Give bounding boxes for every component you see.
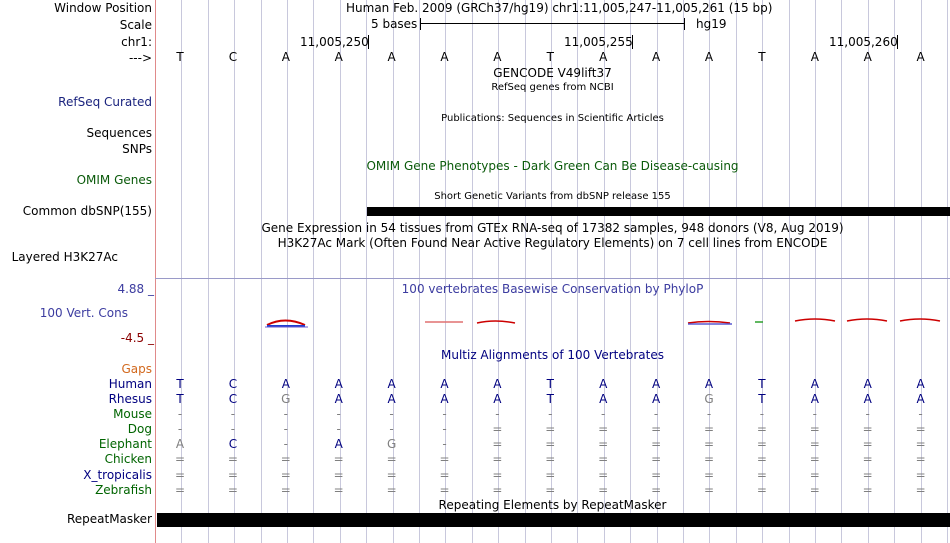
gencode-track-title[interactable]: GENCODE V49lift37 — [493, 66, 612, 80]
reference-base: A — [440, 50, 449, 64]
reference-base: A — [281, 50, 290, 64]
alignment-base: = — [545, 483, 556, 497]
scale-text: 5 bases — [371, 17, 418, 31]
alignment-base: A — [810, 392, 819, 406]
alignment-base: = — [439, 452, 450, 466]
alignment-base: = — [545, 437, 556, 451]
alignment-base: = — [703, 452, 715, 466]
alignment-base: = — [598, 468, 609, 482]
alignment-base: = — [386, 483, 397, 497]
reference-base: A — [493, 50, 502, 64]
alignment-base: C — [228, 392, 238, 406]
reference-base: A — [599, 50, 608, 64]
alignment-base: T — [546, 377, 554, 391]
strand-label: ---> — [128, 51, 152, 65]
reference-base: A — [651, 50, 661, 64]
alignment-base: - — [230, 422, 236, 436]
alignment-base: G — [386, 437, 397, 451]
alignment-base: = — [862, 452, 873, 466]
species-label[interactable]: Human — [108, 377, 152, 391]
sequences-track-label[interactable]: Sequences — [86, 126, 152, 140]
alignment-base: = — [756, 422, 767, 436]
alignment-base: A — [440, 377, 449, 391]
reference-base: T — [546, 50, 554, 64]
alignment-base: A — [810, 377, 819, 391]
alignment-base: A — [863, 392, 872, 406]
alignment-base: = — [915, 422, 926, 436]
alignment-base: = — [756, 468, 767, 482]
alignment-base: = — [280, 483, 291, 497]
dbsnp-variant-bar[interactable] — [367, 207, 950, 216]
alignment-base: = — [280, 468, 291, 482]
phylop-min-value: -4.5 _ — [120, 331, 154, 345]
alignment-base: - — [442, 437, 447, 451]
reference-base: A — [863, 50, 872, 64]
alignment-base: = — [333, 468, 344, 482]
alignment-base: T — [176, 392, 184, 406]
alignment-base: A — [387, 392, 396, 406]
multiz-track-title[interactable]: Multiz Alignments of 100 Vertebrates — [440, 348, 665, 362]
alignment-base: = — [492, 452, 503, 466]
phylop-max-value: 4.88 _ — [117, 282, 154, 296]
reference-base: A — [810, 50, 819, 64]
alignment-base: - — [706, 407, 712, 421]
alignment-base: = — [915, 437, 926, 451]
alignment-base: - — [548, 407, 553, 421]
ruler-tick — [632, 35, 633, 49]
phylop-graph — [155, 310, 950, 335]
dbsnp-track-label[interactable]: Common dbSNP(155) — [22, 204, 152, 218]
window-position-label: Window Position — [54, 1, 152, 15]
alignment-base: = — [280, 452, 291, 466]
alignment-base: - — [812, 407, 817, 421]
alignment-base: = — [862, 468, 873, 482]
ruler-tick — [897, 35, 898, 49]
reference-base: A — [916, 50, 925, 64]
refseq-track-subtitle: RefSeq genes from NCBI — [491, 82, 614, 93]
alignment-base: - — [442, 422, 447, 436]
alignment-base: = — [651, 422, 662, 436]
alignment-base: A — [916, 377, 925, 391]
alignment-base: - — [230, 407, 236, 421]
alignment-base: = — [492, 422, 503, 436]
alignment-base: T — [546, 392, 554, 406]
gtex-track-title[interactable]: Gene Expression in 54 tissues from GTEx RNA-seq of 17382 samples, 948 donors (V8, Aug 2019) — [261, 221, 844, 235]
alignment-base: A — [493, 392, 502, 406]
repeatmasker-track-label[interactable]: RepeatMasker — [66, 512, 152, 526]
alignment-base: = — [915, 483, 926, 497]
species-label[interactable]: Mouse — [113, 407, 152, 421]
alignment-base: = — [227, 452, 238, 466]
species-label[interactable]: Elephant — [98, 437, 152, 451]
alignment-base: = — [915, 468, 926, 482]
alignment-base: = — [386, 468, 397, 482]
alignment-base: - — [495, 407, 500, 421]
alignment-base: = — [598, 452, 609, 466]
refseq-track-label[interactable]: RefSeq Curated — [58, 95, 152, 109]
reference-base: A — [387, 50, 396, 64]
alignment-base: = — [809, 437, 820, 451]
alignment-base: A — [440, 392, 449, 406]
alignment-base: = — [862, 422, 873, 436]
ruler-tick-label: 11,005,255 — [564, 35, 633, 49]
alignment-base: A — [175, 437, 185, 451]
species-label[interactable]: Zebrafish — [95, 483, 152, 497]
phylop-track-title[interactable]: 100 vertebrates Basewise Conservation by PhyloP — [401, 282, 704, 296]
alignment-base: A — [493, 377, 502, 391]
alignment-base: - — [177, 407, 183, 421]
reference-base: T — [758, 50, 766, 64]
alignment-base: A — [916, 392, 925, 406]
alignment-base: A — [651, 392, 661, 406]
alignment-base: = — [862, 483, 873, 497]
alignment-base: C — [228, 437, 238, 451]
h3k27ac-track-label[interactable]: Layered H3K27Ac — [11, 250, 118, 264]
alignment-base: A — [599, 392, 608, 406]
scale-assembly: hg19 — [696, 17, 727, 31]
alignment-base: = — [545, 468, 556, 482]
alignment-base: - — [389, 422, 394, 436]
alignment-base: = — [915, 452, 926, 466]
alignment-base: = — [174, 452, 186, 466]
alignment-base: = — [598, 422, 609, 436]
alignment-base: = — [651, 437, 662, 451]
phylop-track-label[interactable]: 100 Vert. Cons — [39, 306, 128, 320]
alignment-base: - — [283, 422, 288, 436]
alignment-base: = — [598, 437, 609, 451]
alignment-base: A — [334, 392, 343, 406]
alignment-base: = — [651, 452, 662, 466]
alignment-base: = — [598, 483, 609, 497]
alignment-base: = — [492, 437, 503, 451]
alignment-base: = — [809, 483, 820, 497]
alignment-base: = — [386, 452, 397, 466]
species-label[interactable]: X_tropicalis — [83, 468, 152, 482]
alignment-base: = — [756, 483, 767, 497]
track-separator — [155, 278, 950, 279]
alignment-base: = — [703, 422, 715, 436]
scale-label: Scale — [119, 18, 152, 32]
reference-base: A — [334, 50, 343, 64]
alignment-base: = — [703, 483, 715, 497]
alignment-base: = — [227, 483, 238, 497]
alignment-base: = — [333, 483, 344, 497]
alignment-base: - — [336, 407, 341, 421]
alignment-base: = — [862, 437, 873, 451]
dbsnp-track-title[interactable]: Short Genetic Variants from dbSNP release 155 — [434, 191, 671, 202]
alignment-base: = — [545, 452, 556, 466]
alignment-base: = — [439, 483, 450, 497]
alignment-base: A — [651, 377, 661, 391]
reference-base: T — [176, 50, 184, 64]
alignment-base: = — [492, 483, 503, 497]
h3k27ac-track-title[interactable]: H3K27Ac Mark (Often Found Near Active Regulatory Elements) on 7 cell lines from ENCODE — [277, 236, 828, 250]
alignment-base: A — [334, 377, 343, 391]
alignment-base: - — [759, 407, 765, 421]
reference-base: A — [704, 50, 714, 64]
repeatmasker-track-title[interactable]: Repeating Elements by RepeatMasker — [438, 498, 667, 512]
alignment-base: = — [174, 468, 186, 482]
alignment-base: = — [545, 422, 556, 436]
alignment-base: = — [651, 483, 662, 497]
alignment-base: T — [176, 377, 184, 391]
alignment-base: T — [758, 392, 766, 406]
omim-track-label[interactable]: OMIM Genes — [76, 173, 152, 187]
scale-bar — [420, 18, 685, 28]
alignment-base: A — [863, 377, 872, 391]
publications-track-title[interactable]: Publications: Sequences in Scientific Articles — [441, 113, 664, 124]
alignment-base: - — [336, 422, 341, 436]
alignment-base: = — [756, 437, 767, 451]
alignment-base: - — [283, 437, 288, 451]
alignment-base: C — [228, 377, 238, 391]
reference-base: C — [228, 50, 238, 64]
alignment-base: = — [651, 468, 662, 482]
omim-track-title[interactable]: OMIM Gene Phenotypes - Dark Green Can Be Disease-causing — [366, 159, 739, 173]
ruler-tick-label: 11,005,250 — [300, 35, 369, 49]
alignment-base: - — [442, 407, 447, 421]
alignment-base: - — [653, 407, 659, 421]
alignment-base: = — [174, 483, 186, 497]
alignment-base: = — [703, 468, 715, 482]
gaps-label: Gaps — [121, 362, 152, 376]
alignment-base: A — [599, 377, 608, 391]
ruler-tick-label: 11,005,260 — [829, 35, 898, 49]
alignment-base: G — [281, 392, 291, 406]
species-label[interactable]: Dog — [127, 422, 152, 436]
alignment-base: = — [227, 468, 238, 482]
chrom-label: chr1: — [121, 35, 152, 49]
ruler-tick — [368, 35, 369, 49]
alignment-base: A — [704, 377, 714, 391]
alignment-base: - — [283, 407, 288, 421]
window-position-text: Human Feb. 2009 (GRCh37/hg19) chr1:11,005,247-11,005,261 (15 bp) — [346, 1, 773, 15]
alignment-base: = — [809, 468, 820, 482]
alignment-base: A — [334, 437, 343, 451]
species-label[interactable]: Rhesus — [108, 392, 152, 406]
alignment-base: = — [333, 452, 344, 466]
alignment-base: = — [756, 452, 767, 466]
alignment-base: A — [281, 377, 290, 391]
repeatmasker-element-bar[interactable] — [157, 513, 950, 527]
alignment-base: - — [601, 407, 606, 421]
phylop-signal-marks — [265, 319, 940, 327]
alignment-base: - — [918, 407, 923, 421]
alignment-base: - — [389, 407, 394, 421]
alignment-base: = — [492, 468, 503, 482]
alignment-base: = — [703, 437, 715, 451]
alignment-base: - — [177, 422, 183, 436]
snps-track-label[interactable]: SNPs — [122, 142, 152, 156]
alignment-base: G — [704, 392, 714, 406]
alignment-base: A — [387, 377, 396, 391]
alignment-base: T — [758, 377, 766, 391]
alignment-base: = — [809, 452, 820, 466]
species-label[interactable]: Chicken — [104, 452, 152, 466]
alignment-base: = — [439, 468, 450, 482]
alignment-base: - — [865, 407, 870, 421]
alignment-base: = — [809, 422, 820, 436]
